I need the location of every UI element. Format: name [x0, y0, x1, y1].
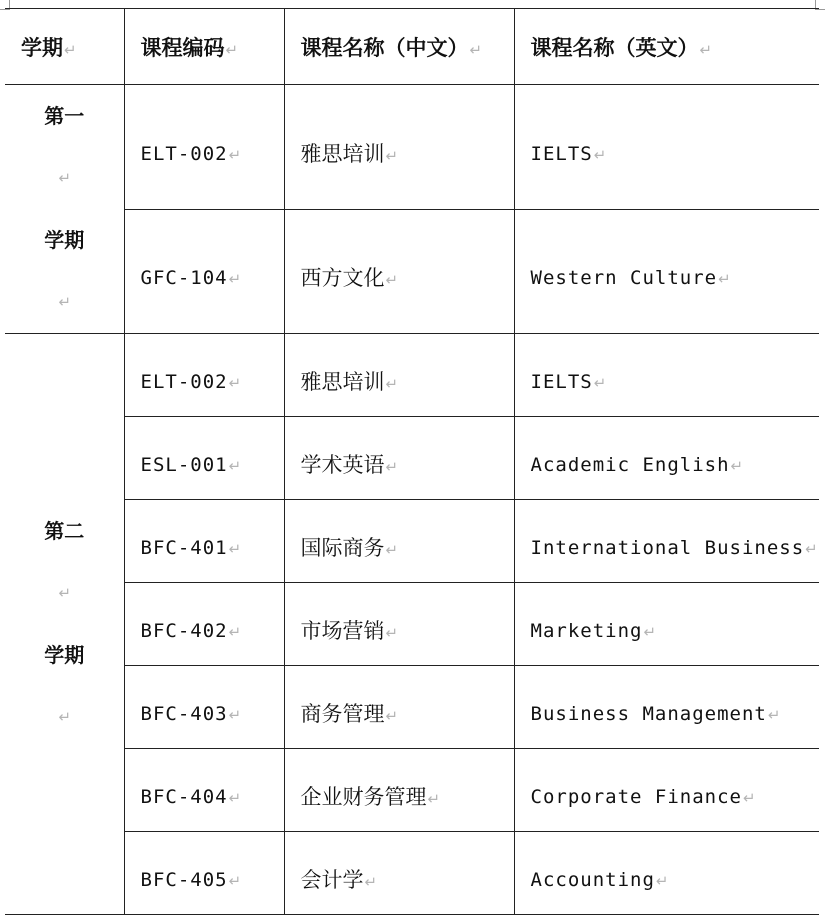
- table-row: [5, 417, 819, 500]
- table-row: [5, 500, 819, 583]
- semester-label: 第一 ↵: [5, 85, 124, 209]
- header-course-code: 课程编码↵: [124, 9, 284, 85]
- paragraph-mark: ↵: [730, 457, 745, 475]
- paragraph-mark: ↵: [58, 293, 72, 311]
- course-name-zh-cell: 企业财务管理↵: [284, 749, 514, 832]
- paragraph-mark: ↵: [699, 40, 713, 59]
- paragraph-mark: ↵: [58, 708, 72, 726]
- paragraph-mark: ↵: [385, 375, 399, 393]
- semester-cell: [5, 85, 124, 334]
- paragraph-mark: ↵: [742, 789, 757, 807]
- paragraph-mark: ↵: [385, 707, 399, 725]
- course-name-zh-cell: 雅思培训↵: [284, 85, 514, 210]
- table-row: [5, 334, 819, 417]
- course-code-cell: BFC-405↵: [124, 832, 284, 915]
- paragraph-mark: ↵: [228, 623, 243, 641]
- paragraph-mark: ↵: [58, 169, 72, 187]
- paragraph-mark: ↵: [767, 706, 782, 724]
- paragraph-mark: ↵: [228, 374, 243, 392]
- header-course-name-en: 课程名称（英文）↵: [514, 9, 819, 85]
- paragraph-mark: ↵: [718, 270, 732, 289]
- paragraph-mark: ↵: [593, 145, 608, 164]
- paragraph-mark: ↵: [385, 541, 399, 559]
- paragraph-mark: ↵: [228, 789, 243, 807]
- paragraph-mark: ↵: [385, 146, 399, 165]
- paragraph-mark: ↵: [58, 584, 72, 602]
- course-name-en-cell: IELTS↵: [514, 334, 819, 417]
- paragraph-mark: ↵: [228, 457, 243, 475]
- header-course-name-zh: 课程名称（中文）↵: [284, 9, 514, 85]
- course-code-cell: ELT-002↵: [124, 85, 284, 210]
- course-code-cell: GFC-104↵: [124, 209, 284, 334]
- course-name-en-cell: IELTS↵: [514, 85, 819, 210]
- semester-cell: [5, 334, 124, 915]
- table-header-row: [5, 9, 819, 85]
- course-name-zh-cell: 国际商务↵: [284, 500, 514, 583]
- course-code-cell: ELT-002↵: [124, 334, 284, 417]
- course-code-cell: BFC-402↵: [124, 583, 284, 666]
- course-code-cell: BFC-401↵: [124, 500, 284, 583]
- paragraph-mark: ↵: [655, 872, 670, 890]
- table-row: [5, 85, 819, 210]
- paragraph-mark: ↵: [364, 873, 378, 891]
- table-row: [5, 666, 819, 749]
- course-name-en-cell: Western Culture↵: [514, 209, 819, 334]
- course-name-zh-cell: 雅思培训↵: [284, 334, 514, 417]
- paragraph-mark: ↵: [228, 540, 243, 558]
- course-code-cell: ESL-001↵: [124, 417, 284, 500]
- paragraph-mark: ↵: [385, 624, 399, 642]
- semester-label: 第二 ↵: [5, 500, 124, 624]
- course-name-en-cell: Marketing↵: [514, 583, 819, 666]
- paragraph-mark: ↵: [228, 270, 243, 289]
- course-name-en-cell: International Business↵: [514, 500, 819, 583]
- table-row: [5, 749, 819, 832]
- paragraph-mark: ↵: [469, 40, 483, 59]
- paragraph-mark: ↵: [805, 540, 819, 558]
- paragraph-mark: ↵: [225, 40, 239, 59]
- paragraph-mark: ↵: [64, 40, 77, 59]
- paragraph-mark: ↵: [228, 872, 243, 890]
- course-name-zh-cell: 商务管理↵: [284, 666, 514, 749]
- semester-label: 学期 ↵: [5, 624, 124, 748]
- table-row: [5, 832, 819, 915]
- paragraph-mark: ↵: [593, 374, 608, 392]
- paragraph-mark: ↵: [427, 790, 441, 808]
- course-code-cell: BFC-403↵: [124, 666, 284, 749]
- paragraph-mark: ↵: [228, 706, 243, 724]
- course-name-en-cell: Corporate Finance↵: [514, 749, 819, 832]
- course-name-en-cell: Accounting↵: [514, 832, 819, 915]
- header-semester: 学期↵: [5, 9, 124, 85]
- table-row: [5, 583, 819, 666]
- paragraph-mark: ↵: [385, 271, 399, 290]
- paragraph-mark: ↵: [643, 623, 658, 641]
- table-row: [5, 209, 819, 334]
- paragraph-mark: ↵: [385, 458, 399, 476]
- course-code-cell: BFC-404↵: [124, 749, 284, 832]
- paragraph-mark: ↵: [228, 145, 243, 164]
- course-name-zh-cell: 会计学↵: [284, 832, 514, 915]
- table-body: [5, 85, 819, 915]
- course-name-en-cell: Academic English↵: [514, 417, 819, 500]
- course-name-en-cell: Business Management↵: [514, 666, 819, 749]
- course-name-zh-cell: 学术英语↵: [284, 417, 514, 500]
- course-table: [5, 8, 819, 915]
- semester-label: 学期 ↵: [5, 209, 124, 333]
- course-name-zh-cell: 西方文化↵: [284, 209, 514, 334]
- course-name-zh-cell: 市场营销↵: [284, 583, 514, 666]
